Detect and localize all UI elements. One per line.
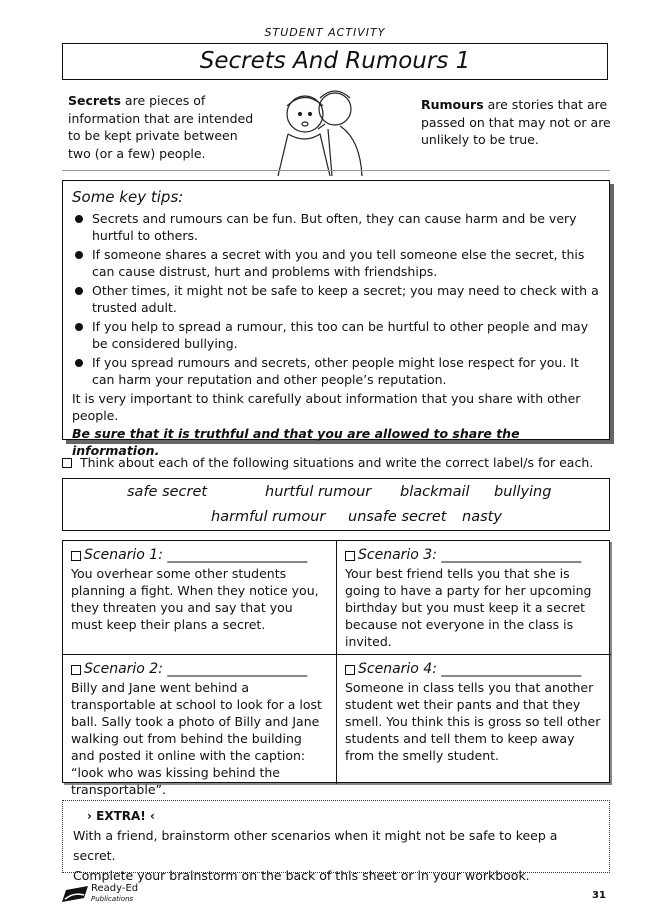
scenario-3 xyxy=(337,541,611,655)
tips-note: It is very important to think carefully about information that you share with other people. xyxy=(72,391,581,423)
scenario-1 xyxy=(63,541,337,655)
tip-item: Other times, it might not be safe to keep a secret; you may need to check with a trusted adult. xyxy=(72,282,600,316)
tips-emphasis: Be sure that it is truthful and that you are allowed to share the information. xyxy=(72,426,520,458)
instruction xyxy=(62,455,593,470)
scenario-2 xyxy=(63,655,337,797)
scenario-title[interactable]: Scenario 3: ____________________ xyxy=(358,547,582,563)
tip-item: If you spread rumours and secrets, other people might lose respect for you. It can harm your reputation and other people’s reputation. xyxy=(72,354,600,388)
extra-line: With a friend, brainstorm other scenarios when it might not be safe to keep a secret. xyxy=(73,828,558,863)
label-bank xyxy=(62,478,610,531)
label-option: harmful rumour xyxy=(211,509,326,525)
label-option: bullying xyxy=(494,484,552,500)
tips-heading: Some key tips: xyxy=(72,188,184,206)
label-option: safe secret xyxy=(127,484,208,500)
section-label: STUDENT ACTIVITY xyxy=(264,26,386,39)
publisher-sub: Publications xyxy=(91,895,134,903)
secrets-term: Secrets xyxy=(68,93,121,108)
page-title: Secrets And Rumours 1 xyxy=(62,43,608,80)
scenario-text: Your best friend tells you that she is going to have a party for her upcoming birthday but you must keep it a secret because not everyone in the class is invited. xyxy=(345,566,592,649)
checkbox[interactable] xyxy=(345,665,355,675)
publisher-logo xyxy=(62,884,138,904)
divider xyxy=(62,170,610,171)
instruction-text: Think about each of the following situations and write the correct label/s for each. xyxy=(80,455,594,470)
tip-item: If you help to spread a rumour, this too can be hurtful to other people and may be considered bullying. xyxy=(72,318,600,352)
children-whispering-illustration xyxy=(270,84,370,176)
scenario-title[interactable]: Scenario 2: ____________________ xyxy=(84,661,308,677)
key-tips-box xyxy=(62,180,610,458)
rumours-definition xyxy=(421,96,611,149)
scenario-title[interactable]: Scenario 1: ____________________ xyxy=(84,547,308,563)
logo-icon xyxy=(62,886,88,902)
secrets-text: are pieces of information that are intended to be kept private between two (or a few) people. xyxy=(68,93,254,161)
scenarios-grid xyxy=(62,540,610,797)
secrets-definition xyxy=(68,92,258,162)
rumours-term: Rumours xyxy=(421,97,484,112)
label-option: nasty xyxy=(462,509,502,525)
publisher-name: Ready-Ed xyxy=(91,883,139,894)
label-option: blackmail xyxy=(400,484,470,500)
scenario-4 xyxy=(337,655,611,784)
extra-box xyxy=(62,800,610,883)
tip-item: If someone shares a secret with you and you tell someone else the secret, this can cause distrust, hurt and problems with friendships. xyxy=(72,246,600,280)
rumours-text: are stories that are passed on that may not or are unlikely to be true. xyxy=(421,97,611,147)
scenario-title[interactable]: Scenario 4: ____________________ xyxy=(358,661,582,677)
extra-heading: › EXTRA! ‹ xyxy=(87,809,155,823)
extra-line: Complete your brainstorm on the back of this sheet or in your workbook. xyxy=(73,868,530,883)
tip-item: Secrets and rumours can be fun. But often, they can cause harm and be very hurtful to others. xyxy=(72,210,600,244)
checkbox[interactable] xyxy=(71,665,81,675)
label-option: hurtful rumour xyxy=(265,484,372,500)
checkbox[interactable] xyxy=(345,551,355,561)
scenario-text: You overhear some other students planning a fight. When they notice you, they threaten you and say that you must keep their plans a secret. xyxy=(71,566,319,632)
scenario-text: Billy and Jane went behind a transportable at school to look for a lost ball. Sally took a photo of Billy and Jane walking out from behind the building and posted it online with the caption: “look who was kissing behind the transportable”. xyxy=(71,680,322,797)
checkbox[interactable] xyxy=(71,551,81,561)
checkbox[interactable] xyxy=(62,458,72,468)
page-number: 31 xyxy=(592,890,606,901)
scenario-text: Someone in class tells you that another student wet their pants and that they smell. You think this is gross so tell other students and tell them to keep away from the smelly student. xyxy=(345,680,601,763)
label-option: unsafe secret xyxy=(348,509,447,525)
